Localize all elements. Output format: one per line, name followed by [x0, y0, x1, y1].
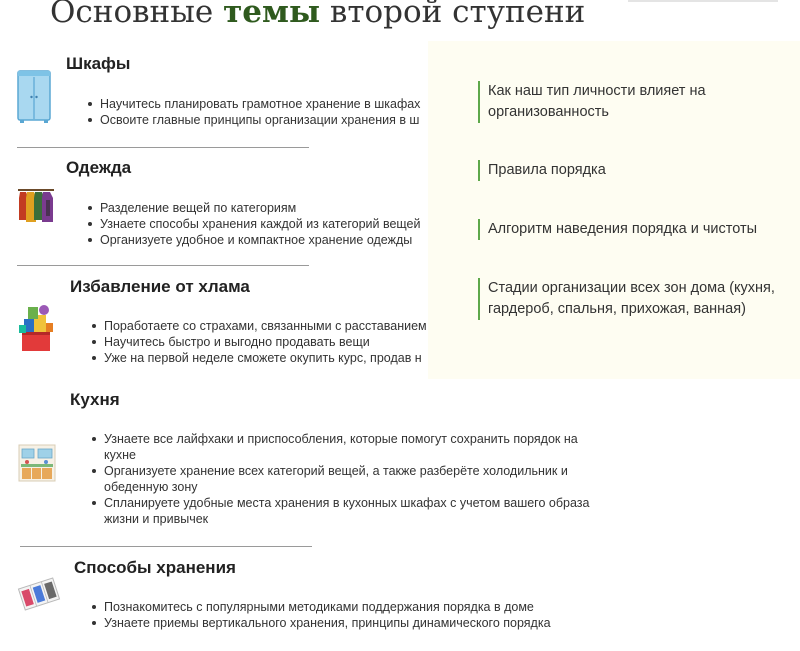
section-title-clutter: Избавление от хлама	[70, 277, 250, 296]
section-title-clothes: Одежда	[66, 158, 132, 177]
panel-item: Стадии организации всех зон дома (кухня, гардероб, спальня, прихожая, ванная)	[478, 278, 800, 320]
bullets-clutter	[90, 318, 427, 366]
section-clothes	[0, 150, 440, 270]
storage-boxes-icon	[16, 571, 62, 617]
list-item: Уже на первой неделе сможете окупить курс, продав н	[90, 350, 427, 366]
panel-item: Правила порядка	[478, 160, 800, 181]
list-item: Познакомитесь с популярными методиками поддержания порядка в доме	[90, 599, 598, 615]
kitchen-icon	[18, 444, 56, 482]
bullets-kitchen	[90, 431, 598, 527]
section-divider	[17, 147, 309, 148]
bullets-wardrobes	[86, 96, 420, 128]
title-accent: темы	[223, 0, 321, 30]
section-divider	[17, 265, 309, 266]
topics-panel	[428, 41, 800, 379]
list-item: Организуете хранение всех категорий вещей, а также разберёте холодильник и обеденную зону	[90, 463, 598, 495]
section-divider	[20, 546, 312, 547]
section-title-wardrobes: Шкафы	[66, 54, 131, 73]
wardrobe-icon	[17, 70, 51, 124]
bullets-clothes	[86, 200, 421, 248]
section-title-storage-methods: Способы хранения	[74, 558, 236, 577]
title-rest: второй ступени	[329, 0, 586, 30]
section-wardrobes	[0, 0, 440, 150]
list-item: Разделение вещей по категориям	[86, 200, 421, 216]
bullets-storage-methods	[90, 599, 598, 631]
list-item: Спланируете удобные места хранения в кухонных шкафах с учетом вашего образа жизни и привычек	[90, 495, 598, 527]
list-item: Освоите главные принципы организации хранения в ш	[86, 112, 420, 128]
title-main: Основные	[50, 0, 214, 30]
section-storage-methods	[0, 549, 600, 649]
list-item: Узнаете способы хранения каждой из категорий вещей	[86, 216, 421, 232]
list-item: Узнаете все лайфхаки и приспособления, которые помогут сохранить порядок на кухне	[90, 431, 598, 463]
section-kitchen	[0, 380, 600, 545]
clutter-icon	[16, 301, 56, 353]
list-item: Узнаете приемы вертикального хранения, принципы динамического порядка	[90, 615, 598, 631]
section-title-kitchen: Кухня	[70, 390, 120, 409]
list-item: Организуете удобное и компактное хранение одежды	[86, 232, 421, 248]
list-item: Поработаете со страхами, связанными с расставанием	[90, 318, 427, 334]
list-item: Научитесь быстро и выгодно продавать вещи	[90, 334, 427, 350]
section-clutter	[0, 268, 440, 380]
clothes-icon	[16, 186, 56, 226]
panel-item: Как наш тип личности влияет на организованность	[478, 81, 800, 123]
panel-item: Алгоритм наведения порядка и чистоты	[478, 219, 800, 240]
list-item: Научитесь планировать грамотное хранение в шкафах	[86, 96, 420, 112]
top-bar	[628, 0, 778, 2]
